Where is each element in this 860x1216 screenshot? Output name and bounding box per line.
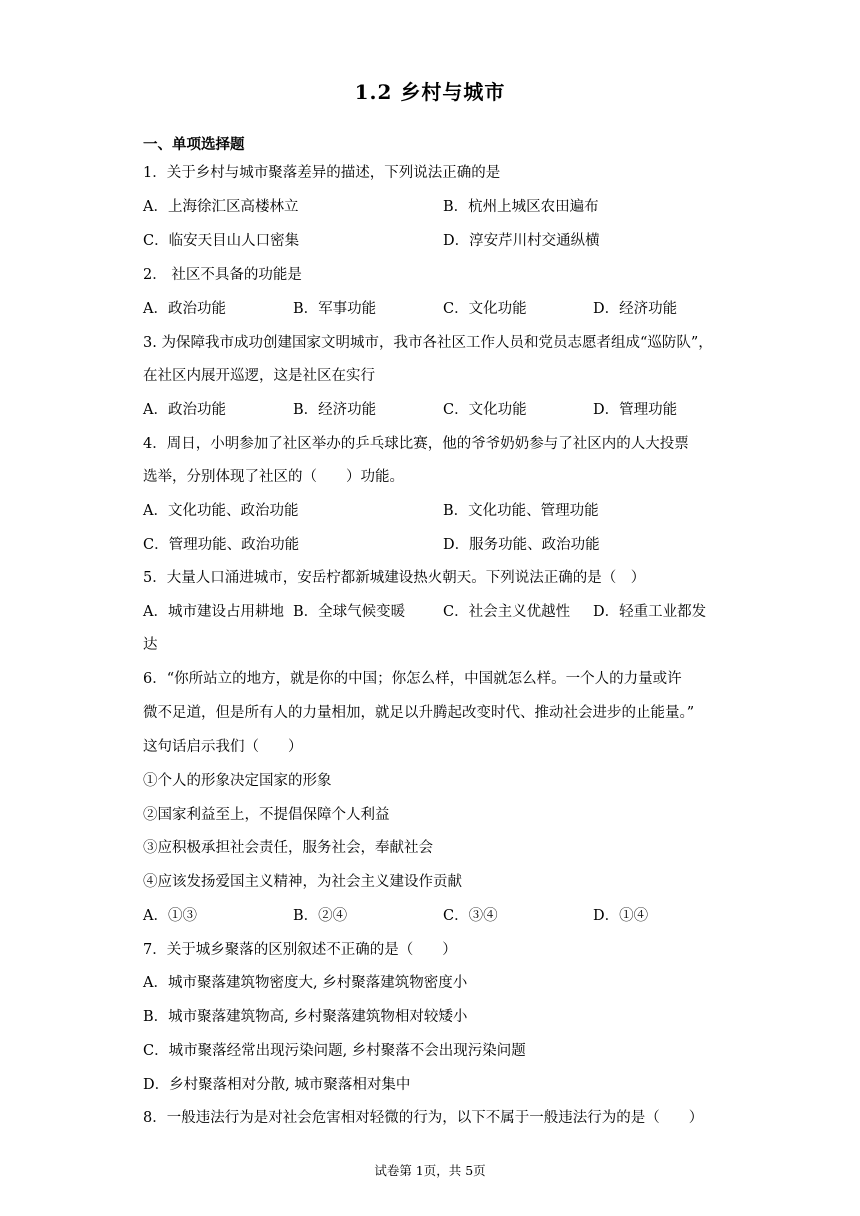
question-7-option-d: D．乡村聚落相对分散, 城市聚落相对集中 [143,1077,411,1093]
question-4-stem-line-2: 选举，分别体现了社区的（ ）功能。 [143,469,404,485]
question-4-option-c: C．管理功能、政治功能 [143,537,300,553]
question-5-option-a: A．城市建设占用耕地 [143,604,284,620]
question-6-statement-1: ①个人的形象决定国家的形象 [143,773,332,789]
question-6-stem-line-3: 这句话启示我们（ ） [143,739,303,755]
question-2-option-a: A．政治功能 [143,301,226,317]
question-6-stem-line-2: 微不足道，但是所有人的力量相加，就足以升腾起改变时代、推动社会进步的止能量。” [143,705,695,721]
question-7-option-b: B．城市聚落建筑物高, 乡村聚落建筑物相对较矮小 [143,1009,468,1025]
section-heading: 一、单项选择题 [143,136,245,153]
question-3-stem-line-1: 3. 为保障我市成功创建国家文明城市，我市各社区工作人员和党员志愿者组成“巡防队”， [143,335,713,351]
question-6-option-a: A．①③ [143,908,197,924]
question-5-option-d-wrap: 达 [143,637,158,653]
question-6-option-b: B．②④ [293,908,348,924]
question-4-stem-line-1: 4．周日，小明参加了社区举办的乒乓球比赛，他的爷爷奶奶参与了社区内的人大投票 [143,436,689,452]
question-7-option-a: A．城市聚落建筑物密度大, 乡村聚落建筑物密度小 [143,975,468,991]
question-5-option-b: B．全球气候变暖 [293,604,406,620]
question-6-statement-4: ④应该发扬爱国主义精神，为社会主义建设作贡献 [143,874,462,890]
question-2-option-c: C．文化功能 [443,301,527,317]
question-5-stem: 5．大量人口涌进城市，安岳柠都新城建设热火朝天。下列说法正确的是（ ） [143,570,646,586]
question-7-stem: 7．关于城乡聚落的区别叙述不正确的是（ ） [143,942,457,958]
question-6-option-d: D．①④ [593,908,649,924]
question-1-stem: 1．关于乡村与城市聚落差异的描述，下列说法正确的是 [143,165,501,181]
question-5-option-d: D．轻重工业都发 [593,604,707,620]
question-2-stem: 2． 社区不具备的功能是 [143,267,302,283]
page-footer: 试卷第 1页，共 5页 [374,1163,486,1178]
question-6-statement-3: ③应积极承担社会责任，服务社会，奉献社会 [143,840,433,856]
question-4-option-b: B．文化功能、管理功能 [443,503,599,519]
question-6-statement-2: ②国家利益至上，不提倡保障个人利益 [143,807,390,823]
question-3-stem-line-2: 在社区内展开巡逻，这是社区在实行 [143,368,375,384]
question-1-option-d: D．淳安芹川村交通纵横 [443,233,600,249]
question-3-option-c: C．文化功能 [443,402,527,418]
question-6-stem-line-1: 6．“你所站立的地方，就是你的中国；你怎么样，中国就怎么样。一个人的力量或许 [143,671,682,687]
question-4-option-d: D．服务功能、政治功能 [443,537,600,553]
question-2-option-b: B．军事功能 [293,301,377,317]
question-3-option-a: A．政治功能 [143,402,226,418]
question-4-option-a: A．文化功能、政治功能 [143,503,299,519]
question-1-option-c: C．临安天目山人口密集 [143,233,300,249]
question-7-option-c: C．城市聚落经常出现污染问题, 乡村聚落不会出现污染问题 [143,1043,526,1059]
question-1-option-b: B．杭州上城区农田遍布 [443,199,599,215]
question-3-option-d: D．管理功能 [593,402,678,418]
question-8-stem: 8．一般违法行为是对社会危害相对轻微的行为，以下不属于一般违法行为的是（ ） [143,1110,704,1126]
question-1-option-a: A．上海徐汇区高楼林立 [143,199,299,215]
question-6-option-c: C．③④ [443,908,498,924]
question-3-option-b: B．经济功能 [293,402,377,418]
page-title: 1.2 乡村与城市 [354,80,506,104]
question-5-option-c: C．社会主义优越性 [443,604,571,620]
question-2-option-d: D．经济功能 [593,301,678,317]
